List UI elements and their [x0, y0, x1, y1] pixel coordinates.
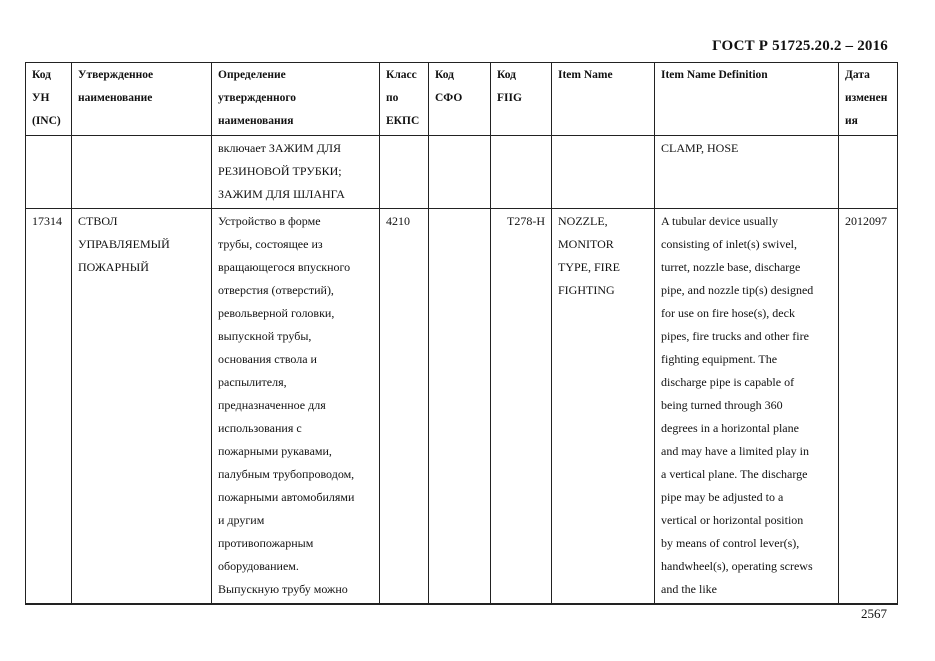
text-line: being turned through 360 [661, 398, 783, 412]
text-line: Класс [386, 69, 417, 81]
text-line: pipe, and nozzle tip(s) designed [661, 283, 814, 297]
cell-inc: 17314 [26, 209, 72, 605]
cell-approved-name [72, 209, 212, 605]
text-line: FIIG [497, 92, 522, 104]
text-line: a vertical plane. The discharge [661, 467, 808, 481]
text-line: degrees in a horizontal plane [661, 421, 799, 435]
text-line: (INC) [32, 115, 61, 127]
text-line: ия [845, 115, 858, 127]
catalog-table [25, 62, 898, 605]
text-line: Item Name Definition [661, 69, 768, 81]
text-line: Код [497, 69, 517, 81]
text-line: FIGHTING [558, 283, 615, 297]
text-line: палубным трубопроводом, [218, 467, 355, 481]
column-header-change-date [839, 63, 898, 136]
text-line: Item Name [558, 69, 613, 81]
text-line: Код [435, 69, 455, 81]
text-line: turret, nozzle base, discharge [661, 260, 801, 274]
text-line: NOZZLE, [558, 214, 608, 228]
text-line: discharge pipe is capable of [661, 375, 795, 389]
text-line: fighting equipment. The [661, 352, 778, 366]
text-line: vertical or horizontal position [661, 513, 804, 527]
column-header-code-fiig [491, 63, 552, 136]
text-line: пожарными автомобилями [218, 490, 355, 504]
cell-item-name-definition [655, 209, 839, 605]
cell-definition-ru [212, 209, 380, 605]
text-line: распылителя, [218, 375, 287, 389]
column-header-inc [26, 63, 72, 136]
table-row-continuation [26, 136, 898, 209]
text-line: УН [32, 92, 50, 104]
text-line: TYPE, FIRE [558, 260, 621, 274]
column-header-item-name [552, 63, 655, 136]
cell-change-date: 2012097 [839, 209, 898, 605]
text-line: противопожарным [218, 536, 314, 550]
text-line: ЕКПС [386, 115, 420, 127]
text-line: pipes, fire trucks and other fire [661, 329, 809, 343]
text-line: предназначенное для [218, 398, 326, 412]
text-line: отверстия (отверстий), [218, 283, 334, 297]
text-line: CLAMP, HOSE [661, 141, 739, 155]
cell-definition-ru [212, 136, 380, 209]
text-line: pipe may be adjusted to a [661, 490, 784, 504]
column-header-item-name-definition [655, 63, 839, 136]
text-line: основания ствола и [218, 352, 317, 366]
cell-item-name-definition [655, 136, 839, 209]
text-line: по [386, 92, 399, 104]
text-line: MONITOR [558, 237, 614, 251]
text-line: Код [32, 69, 52, 81]
text-line: РЕЗИНОВОЙ ТРУБКИ; [218, 164, 342, 178]
text-line: by means of control lever(s), [661, 536, 800, 550]
text-line: A tubular device usually [661, 214, 778, 228]
text-line: handwheel(s), operating screws [661, 559, 813, 573]
column-header-code-sfo [429, 63, 491, 136]
cell-item-name [552, 136, 655, 209]
cell-inc [26, 136, 72, 209]
text-line: наименования [218, 115, 294, 127]
text-line: Дата [845, 69, 870, 81]
column-header-definition-ru [212, 63, 380, 136]
cell-class-ekps: 4210 [380, 209, 429, 605]
text-line: and the like [661, 582, 717, 596]
text-line: включает ЗАЖИМ ДЛЯ [218, 141, 342, 155]
text-line: Определение [218, 69, 286, 81]
cell-item-name [552, 209, 655, 605]
cell-class-ekps [380, 136, 429, 209]
page-number: 2567 [861, 606, 887, 621]
text-line: выпускной трубы, [218, 329, 312, 343]
text-line: for use on fire hose(s), deck [661, 306, 795, 320]
text-line: Утвержденное [78, 69, 154, 81]
text-line: утвержденного [218, 92, 297, 104]
text-line: пожарными рукавами, [218, 444, 332, 458]
text-line: вращающегося впускного [218, 260, 351, 274]
column-header-approved-name [72, 63, 212, 136]
text-line: and may have a limited play in [661, 444, 809, 458]
text-line: оборудованием. [218, 559, 299, 573]
cell-code-fiig [491, 136, 552, 209]
table-row [26, 209, 898, 605]
text-line: consisting of inlet(s) swivel, [661, 237, 797, 251]
text-line: использования с [218, 421, 302, 435]
text-line: наименование [78, 92, 153, 104]
document-header-title: ГОСТ Р 51725.20.2 – 2016 [712, 38, 888, 54]
text-line: УПРАВЛЯЕМЫЙ [78, 237, 170, 251]
text-line: Выпускную трубу можно [218, 582, 348, 596]
text-line: изменен [845, 92, 888, 104]
text-line: Устройство в форме [218, 214, 321, 228]
cell-change-date [839, 136, 898, 209]
cell-code-sfo [429, 209, 491, 605]
text-line: трубы, состоящее из [218, 237, 323, 251]
cell-code-sfo [429, 136, 491, 209]
text-line: револьверной головки, [218, 306, 335, 320]
text-line: и другим [218, 513, 265, 527]
cell-approved-name [72, 136, 212, 209]
table-header-row [26, 63, 898, 136]
column-header-class-ekps [380, 63, 429, 136]
text-line: СТВОЛ [78, 214, 118, 228]
text-line: ЗАЖИМ ДЛЯ ШЛАНГА [218, 187, 345, 201]
text-line: ПОЖАРНЫЙ [78, 260, 149, 274]
text-line: СФО [435, 92, 463, 104]
cell-code-fiig: T278-H [491, 209, 552, 605]
